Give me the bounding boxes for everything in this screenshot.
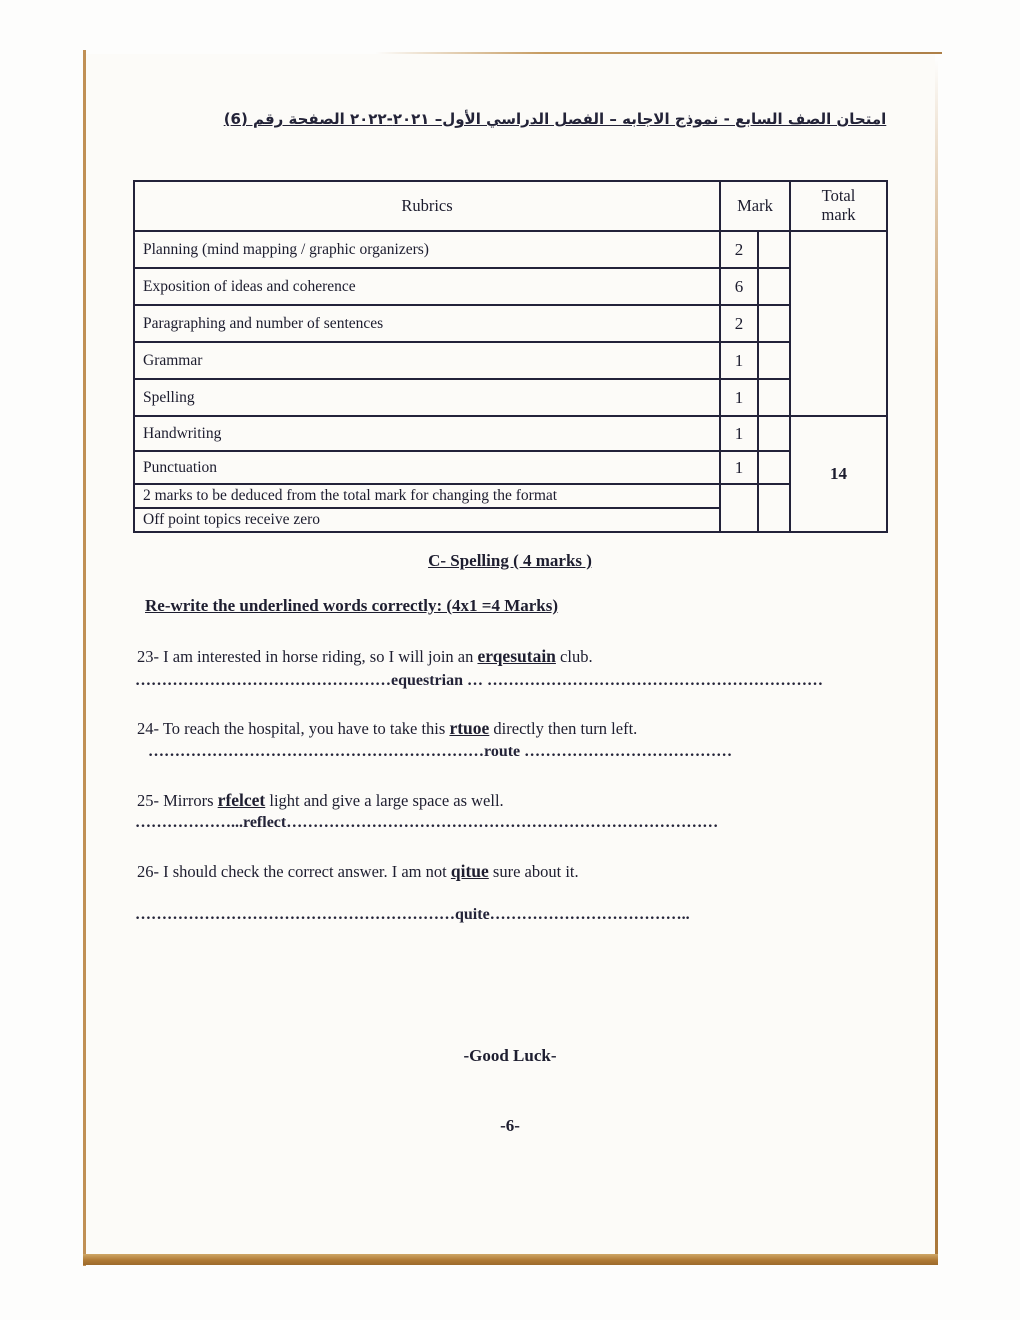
answer-word: route	[484, 743, 521, 760]
misspelled-word: rfelcet	[217, 790, 266, 810]
question-text: light and give a large space as well.	[265, 791, 504, 810]
dotted-line: ………………………………..	[489, 906, 690, 923]
row-mark-empty	[758, 379, 790, 416]
row-mark: 1	[720, 379, 758, 416]
question-text: directly then turn left.	[489, 719, 638, 738]
paper-edge-left	[83, 50, 86, 1266]
table-row	[134, 268, 887, 305]
misspelled-word: erqesutain	[477, 646, 556, 666]
row-mark-empty	[758, 484, 790, 532]
header-rubrics: Rubrics	[134, 181, 720, 231]
total-mark-value: 14	[790, 416, 887, 532]
header-mark: Mark	[720, 181, 790, 231]
page-number: -6-	[500, 1116, 520, 1135]
question-number: 24-	[137, 719, 159, 738]
question-25	[137, 790, 504, 811]
row-mark: 1	[720, 451, 758, 484]
question-text: I should check the correct answer. I am not	[159, 862, 451, 881]
dotted-line: ………………………………………………………	[148, 743, 484, 760]
row-mark-empty	[720, 484, 758, 532]
section-title-spelling: C- Spelling ( 4 marks )	[428, 551, 592, 570]
dotted-line: …………………………………………	[135, 672, 391, 689]
table-row	[134, 451, 887, 484]
answer-word: quite	[455, 906, 490, 923]
question-text: sure about it.	[488, 862, 579, 881]
row-label: Punctuation	[134, 451, 720, 484]
question-number: 23-	[137, 647, 159, 666]
row-label: Exposition of ideas and coherence	[134, 268, 720, 305]
row-label: Spelling	[134, 379, 720, 416]
table-header-row	[134, 181, 887, 231]
row-label: Handwriting	[134, 416, 720, 451]
header-total-mark: Total mark	[790, 181, 887, 231]
question-26	[137, 861, 579, 882]
row-label: Planning (mind mapping / graphic organizers)	[134, 231, 720, 268]
misspelled-word: rtuoe	[449, 718, 490, 738]
row-label: 2 marks to be deduced from the total mark for changing the format	[134, 484, 720, 508]
dotted-line: …………………………………	[520, 743, 733, 760]
answer-line-26	[135, 906, 690, 924]
good-luck-text: -Good Luck-	[463, 1046, 557, 1065]
question-text: To reach the hospital, you have to take this	[159, 719, 450, 738]
dotted-line: ………………...	[135, 814, 243, 831]
answer-line-25	[135, 814, 718, 832]
question-number: 25-	[137, 791, 159, 810]
table-note-row	[134, 484, 887, 508]
row-label: Off point topics receive zero	[134, 508, 720, 532]
total-mark-empty-cell	[790, 231, 887, 416]
paper-edge-right	[935, 60, 938, 1262]
row-mark: 2	[720, 231, 758, 268]
paper-edge-top	[375, 52, 942, 54]
question-23	[137, 646, 593, 667]
misspelled-word: qitue	[450, 861, 489, 881]
spelling-instruction: Re-write the underlined words correctly: (4x1 =4 Marks)	[145, 596, 559, 615]
row-mark: 1	[720, 342, 758, 379]
answer-line-23	[135, 672, 823, 690]
table-row	[134, 379, 887, 416]
page-header-arabic: امتحان الصف السابع - نموذج الاجابه – الفصل الدراسي الأول– ٢٠٢١-٢٠٢٢ الصفحة رقم (6)	[223, 110, 887, 128]
question-number: 26-	[137, 862, 159, 881]
row-mark-empty	[758, 416, 790, 451]
paper-edge-bottom	[83, 1254, 938, 1265]
row-label: Paragraphing and number of sentences	[134, 305, 720, 342]
answer-word: reflect	[243, 814, 287, 831]
row-mark-empty	[758, 231, 790, 268]
table-row	[134, 342, 887, 379]
dotted-line: ………………………………………………………………………	[286, 814, 719, 831]
rubrics-table	[133, 180, 888, 533]
row-mark-empty	[758, 451, 790, 484]
answer-word: equestrian	[391, 672, 463, 689]
dotted-line: ……………………………………………………	[135, 906, 455, 923]
question-text: club.	[555, 647, 593, 666]
question-text: Mirrors	[159, 791, 218, 810]
question-text: I am interested in horse riding, so I will join an	[159, 647, 478, 666]
row-mark-empty	[758, 268, 790, 305]
row-mark: 2	[720, 305, 758, 342]
row-label: Grammar	[134, 342, 720, 379]
table-row	[134, 416, 887, 451]
question-24	[137, 718, 637, 739]
table-row	[134, 305, 887, 342]
row-mark: 1	[720, 416, 758, 451]
row-mark-empty	[758, 342, 790, 379]
dotted-line: … ………………………………………………………	[463, 672, 823, 689]
row-mark: 6	[720, 268, 758, 305]
answer-line-24	[148, 743, 732, 761]
row-mark-empty	[758, 305, 790, 342]
table-row	[134, 231, 887, 268]
